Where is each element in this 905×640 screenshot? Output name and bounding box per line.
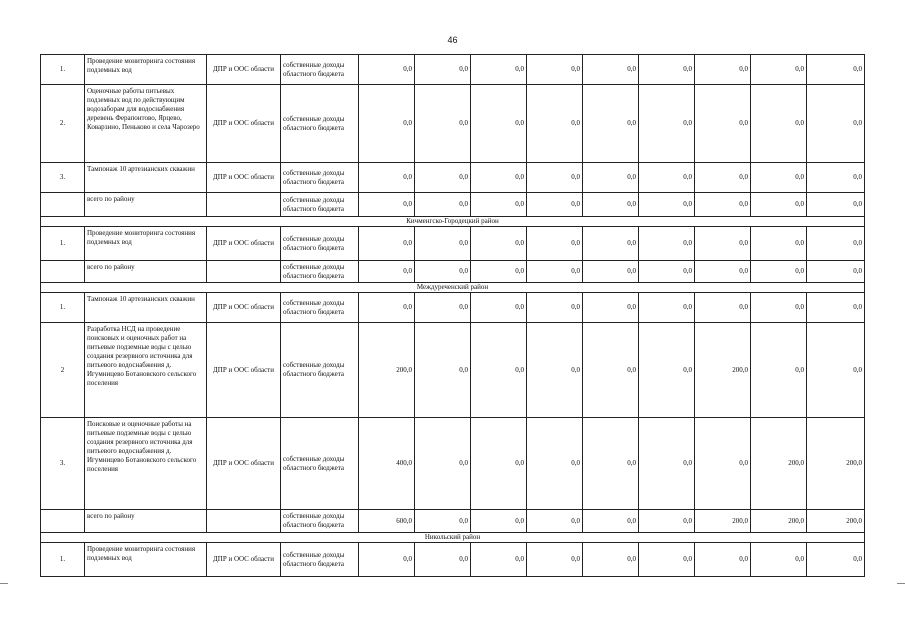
value-cell: 200,0 (807, 418, 865, 510)
value-cell: 0,0 (639, 193, 695, 217)
activity-name: Проведение мониторинга состояния подземных вод (85, 55, 207, 85)
value-cell: 0,0 (639, 418, 695, 510)
activity-name: Тампонаж 10 артезианских скважин (85, 163, 207, 193)
row-number: 2 (41, 323, 85, 418)
value-cell: 200,0 (695, 323, 751, 418)
value-cell: 0,0 (527, 418, 583, 510)
value-cell: 0,0 (695, 543, 751, 577)
value-cell: 0,0 (695, 293, 751, 323)
row-number: 1. (41, 55, 85, 85)
funding-source: собственные доходы областного бюджета (281, 55, 359, 85)
value-cell: 200,0 (751, 510, 807, 533)
value-cell: 0,0 (471, 293, 527, 323)
value-cell: 0,0 (415, 543, 471, 577)
funding-source: собственные доходы областного бюджета (281, 510, 359, 533)
value-cell: 0,0 (415, 323, 471, 418)
value-cell: 0,0 (527, 163, 583, 193)
value-cell: 0,0 (471, 85, 527, 163)
value-cell: 0,0 (359, 227, 415, 261)
activity-name: Оценочные работы питьевых подземных вод по действующим водозаборам для водоснабжения деревень Ферапонтово, Ярцево, Коварзино, Пеньково и села Чарозеро (85, 85, 207, 163)
value-cell: 0,0 (527, 510, 583, 533)
funding-source: собственные доходы областного бюджета (281, 193, 359, 217)
section-title: Кичменгско-Городецкий район (41, 217, 865, 227)
value-cell: 0,0 (415, 55, 471, 85)
value-cell: 0,0 (807, 323, 865, 418)
value-cell: 0,0 (639, 55, 695, 85)
funding-source: собственные доходы областного бюджета (281, 261, 359, 283)
value-cell: 0,0 (527, 193, 583, 217)
value-cell: 0,0 (471, 510, 527, 533)
value-cell: 0,0 (527, 55, 583, 85)
value-cell: 0,0 (583, 55, 639, 85)
value-cell: 0,0 (527, 261, 583, 283)
value-cell: 200,0 (751, 418, 807, 510)
value-cell: 0,0 (807, 227, 865, 261)
table-row (41, 543, 865, 577)
total-row (41, 510, 865, 533)
row-number: 1. (41, 293, 85, 323)
value-cell: 200,0 (807, 510, 865, 533)
table-row (41, 163, 865, 193)
page-number: 46 (447, 35, 458, 45)
value-cell: 0,0 (527, 293, 583, 323)
activity-name: Тампонаж 10 артезианских скважин (85, 293, 207, 323)
activity-name: Разработка НСД на проведение поисковых и оценочных работ на питьевые подземные воды с целью создания резервного источника для питьевого водоснабжения д. Игумницево Ботановского сельского поселения (85, 323, 207, 418)
value-cell: 0,0 (807, 85, 865, 163)
section-row (41, 283, 865, 293)
value-cell: 0,0 (639, 227, 695, 261)
value-cell: 0,0 (471, 227, 527, 261)
funding-source: собственные доходы областного бюджета (281, 418, 359, 510)
total-row (41, 193, 865, 217)
value-cell: 0,0 (359, 193, 415, 217)
executor: ДПР и ООС области (207, 85, 281, 163)
executor: ДПР и ООС области (207, 227, 281, 261)
value-cell: 0,0 (415, 193, 471, 217)
value-cell: 0,0 (471, 193, 527, 217)
funding-source: собственные доходы областного бюджета (281, 293, 359, 323)
value-cell: 0,0 (583, 293, 639, 323)
value-cell: 0,0 (415, 418, 471, 510)
value-cell: 0,0 (639, 261, 695, 283)
value-cell: 0,0 (583, 510, 639, 533)
value-cell: 0,0 (583, 163, 639, 193)
executor: ДПР и ООС области (207, 163, 281, 193)
table-row (41, 85, 865, 163)
value-cell: 0,0 (751, 193, 807, 217)
row-number: 1. (41, 543, 85, 577)
activity-name: всего по району (85, 510, 207, 533)
table-row (41, 55, 865, 85)
value-cell: 0,0 (471, 323, 527, 418)
value-cell: 0,0 (639, 163, 695, 193)
value-cell: 0,0 (415, 293, 471, 323)
value-cell: 0,0 (527, 227, 583, 261)
value-cell: 0,0 (359, 543, 415, 577)
section-row (41, 533, 865, 543)
value-cell: 0,0 (695, 418, 751, 510)
row-number (41, 261, 85, 283)
value-cell: 0,0 (639, 543, 695, 577)
executor: ДПР и ООС области (207, 543, 281, 577)
executor: ДПР и ООС области (207, 293, 281, 323)
value-cell: 600,0 (359, 510, 415, 533)
value-cell: 0,0 (639, 85, 695, 163)
funding-source: собственные доходы областного бюджета (281, 85, 359, 163)
row-number: 3. (41, 418, 85, 510)
section-row (41, 217, 865, 227)
value-cell: 200,0 (695, 510, 751, 533)
executor: ДПР и ООС области (207, 55, 281, 85)
activity-name: всего по району (85, 261, 207, 283)
value-cell: 0,0 (639, 293, 695, 323)
total-row (41, 261, 865, 283)
value-cell: 0,0 (359, 163, 415, 193)
value-cell: 0,0 (639, 510, 695, 533)
value-cell: 0,0 (695, 227, 751, 261)
value-cell: 0,0 (751, 85, 807, 163)
value-cell: 0,0 (359, 55, 415, 85)
table-row (41, 227, 865, 261)
value-cell: 0,0 (751, 55, 807, 85)
table-row (41, 323, 865, 418)
value-cell: 0,0 (471, 55, 527, 85)
value-cell: 0,0 (751, 163, 807, 193)
value-cell: 0,0 (751, 543, 807, 577)
value-cell: 0,0 (415, 510, 471, 533)
value-cell: 0,0 (695, 261, 751, 283)
value-cell: 0,0 (695, 163, 751, 193)
value-cell: 0,0 (583, 261, 639, 283)
value-cell: 0,0 (583, 227, 639, 261)
value-cell: 0,0 (583, 193, 639, 217)
value-cell: 0,0 (583, 543, 639, 577)
value-cell: 0,0 (751, 293, 807, 323)
value-cell: 0,0 (583, 418, 639, 510)
value-cell: 0,0 (583, 323, 639, 418)
value-cell: 0,0 (415, 85, 471, 163)
value-cell: 0,0 (807, 293, 865, 323)
value-cell: 0,0 (751, 323, 807, 418)
value-cell: 0,0 (359, 85, 415, 163)
value-cell: 200,0 (359, 323, 415, 418)
value-cell: 0,0 (471, 418, 527, 510)
row-number: 3. (41, 163, 85, 193)
executor (207, 510, 281, 533)
value-cell: 0,0 (639, 323, 695, 418)
value-cell: 0,0 (695, 193, 751, 217)
row-number: 1. (41, 227, 85, 261)
funding-source: собственные доходы областного бюджета (281, 323, 359, 418)
activity-name: Поисковые и оценочные работы на питьевые подземные воды с целью создания резервного источника для питьевого водоснабжения д. Игумницево Ботановского сельского поселения (85, 418, 207, 510)
value-cell: 0,0 (527, 85, 583, 163)
table-row (41, 293, 865, 323)
executor (207, 193, 281, 217)
value-cell: 0,0 (527, 543, 583, 577)
value-cell: 0,0 (415, 227, 471, 261)
value-cell: 0,0 (471, 163, 527, 193)
activity-name: Проведение мониторинга состояния подземных вод (85, 543, 207, 577)
value-cell: 0,0 (807, 163, 865, 193)
value-cell: 400,0 (359, 418, 415, 510)
value-cell: 0,0 (807, 261, 865, 283)
margin-mark-right (897, 583, 905, 584)
funding-source: собственные доходы областного бюджета (281, 227, 359, 261)
row-number (41, 193, 85, 217)
funding-source: собственные доходы областного бюджета (281, 543, 359, 577)
executor (207, 261, 281, 283)
executor: ДПР и ООС области (207, 323, 281, 418)
value-cell: 0,0 (359, 293, 415, 323)
activity-name: Проведение мониторинга состояния подземных вод (85, 227, 207, 261)
value-cell: 0,0 (415, 261, 471, 283)
section-title: Никольский район (41, 533, 865, 543)
row-number (41, 510, 85, 533)
budget-table (40, 54, 865, 577)
table-row (41, 418, 865, 510)
funding-source: собственные доходы областного бюджета (281, 163, 359, 193)
value-cell: 0,0 (527, 323, 583, 418)
value-cell: 0,0 (359, 261, 415, 283)
value-cell: 0,0 (695, 85, 751, 163)
value-cell: 0,0 (807, 543, 865, 577)
value-cell: 0,0 (807, 193, 865, 217)
activity-name: всего по району (85, 193, 207, 217)
value-cell: 0,0 (471, 543, 527, 577)
value-cell: 0,0 (695, 55, 751, 85)
margin-mark-left (0, 583, 8, 584)
value-cell: 0,0 (471, 261, 527, 283)
value-cell: 0,0 (415, 163, 471, 193)
row-number: 2. (41, 85, 85, 163)
section-title: Междуреченский район (41, 283, 865, 293)
value-cell: 0,0 (751, 261, 807, 283)
executor: ДПР и ООС области (207, 418, 281, 510)
value-cell: 0,0 (751, 227, 807, 261)
value-cell: 0,0 (583, 85, 639, 163)
value-cell: 0,0 (807, 55, 865, 85)
